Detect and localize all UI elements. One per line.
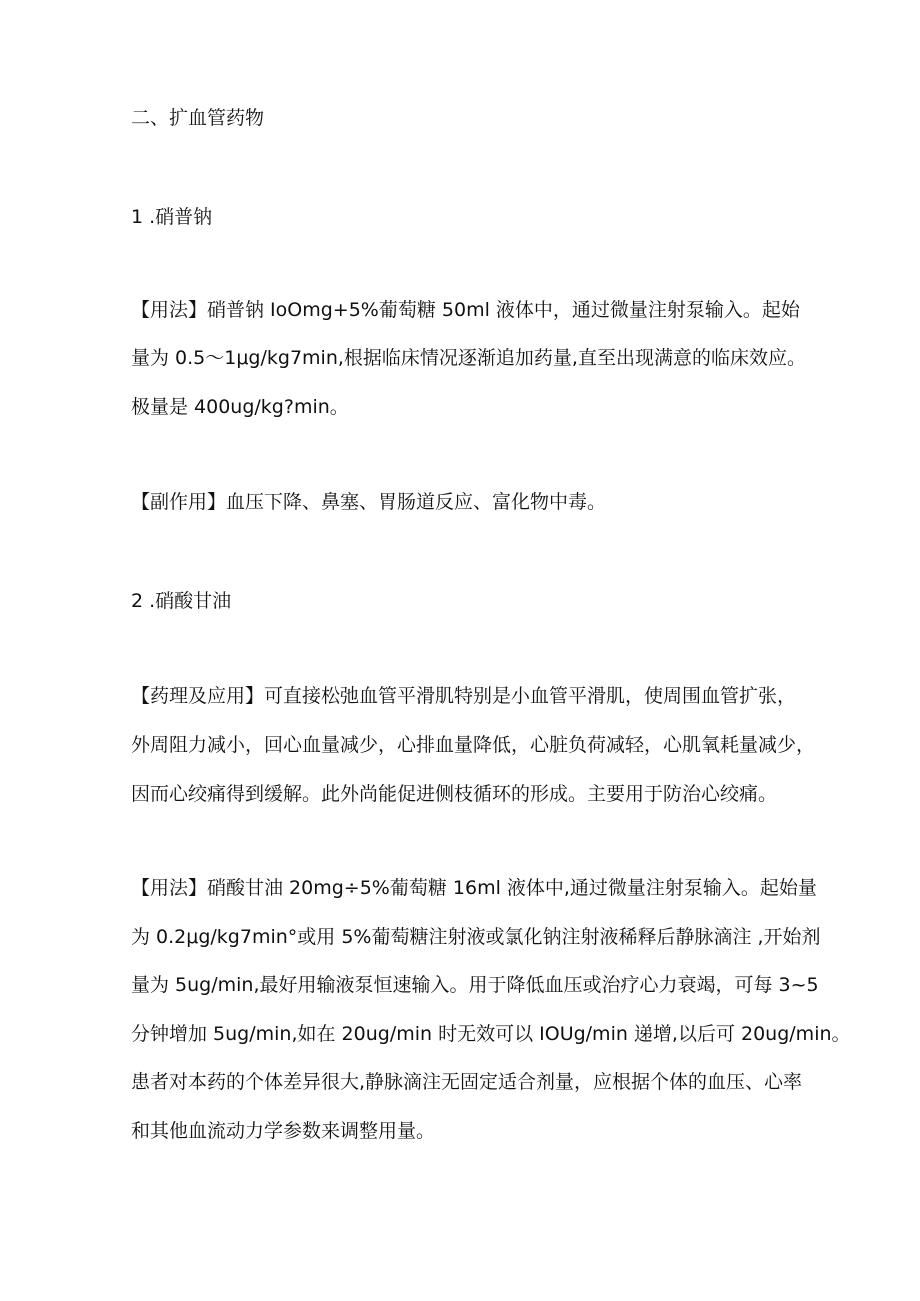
usage-paragraph-2-line-1: 【用法】硝酸甘油 20mg÷5%葡萄糖 16ml 液体中,通过微量注射泵输入。起始量: [131, 877, 817, 899]
section-heading: 二、扩血管药物: [131, 107, 265, 129]
usage-paragraph-2-line-4: 分钟增加 5ug∕min,如在 20ug∕min 时无效可以 IOUg∕min 递增,以后可 20ug∕min。: [131, 1023, 851, 1045]
item-title-2: 2 .硝酸甘油: [131, 590, 232, 612]
item-title-1: 1 .硝普钠: [131, 206, 213, 228]
pharmacology-paragraph-line-2: 外周阻力减小，回心血量减少，心排血量降低，心脏负荷减轻，心肌氧耗量减少，: [131, 734, 816, 756]
pharmacology-paragraph-line-3: 因而心绞痛得到缓解。此外尚能促进侧枝循环的形成。主要用于防治心绞痛。: [131, 783, 778, 805]
usage-paragraph-1-line-2: 量为 0.5～1μg∕kg7min,根据临床情况逐渐追加药量,直至出现满意的临床效应。: [131, 347, 806, 369]
pharmacology-paragraph-line-1: 【药理及应用】可直接松弛血管平滑肌特别是小血管平滑肌，使周围血管扩张，: [131, 685, 797, 707]
usage-paragraph-2-line-5: 患者对本药的个体差异很大,静脉滴注无固定适合剂量，应根据个体的血压、心率: [131, 1071, 803, 1093]
usage-paragraph-1-line-3: 极量是 400ug/kg?min。: [131, 396, 349, 418]
usage-paragraph-2-line-3: 量为 5ug∕min,最好用输液泵恒速输入。用于降低血压或治疗心力衰竭，可每 3~5: [131, 974, 819, 996]
usage-paragraph-1-line-1: 【用法】硝普钠 IoOmg+5%葡萄糖 50ml 液体中，通过微量注射泵输入。起始: [131, 299, 800, 321]
side-effects-paragraph: 【副作用】血压下降、鼻塞、胃肠道反应、富化物中毒。: [131, 491, 607, 513]
usage-paragraph-2-line-2: 为 0.2μg∕kg7min°或用 5%葡萄糖注射液或氯化钠注射液稀释后静脉滴注 ,开始剂: [131, 926, 821, 948]
usage-paragraph-2-line-6: 和其他血流动力学参数来调整用量。: [131, 1120, 436, 1142]
